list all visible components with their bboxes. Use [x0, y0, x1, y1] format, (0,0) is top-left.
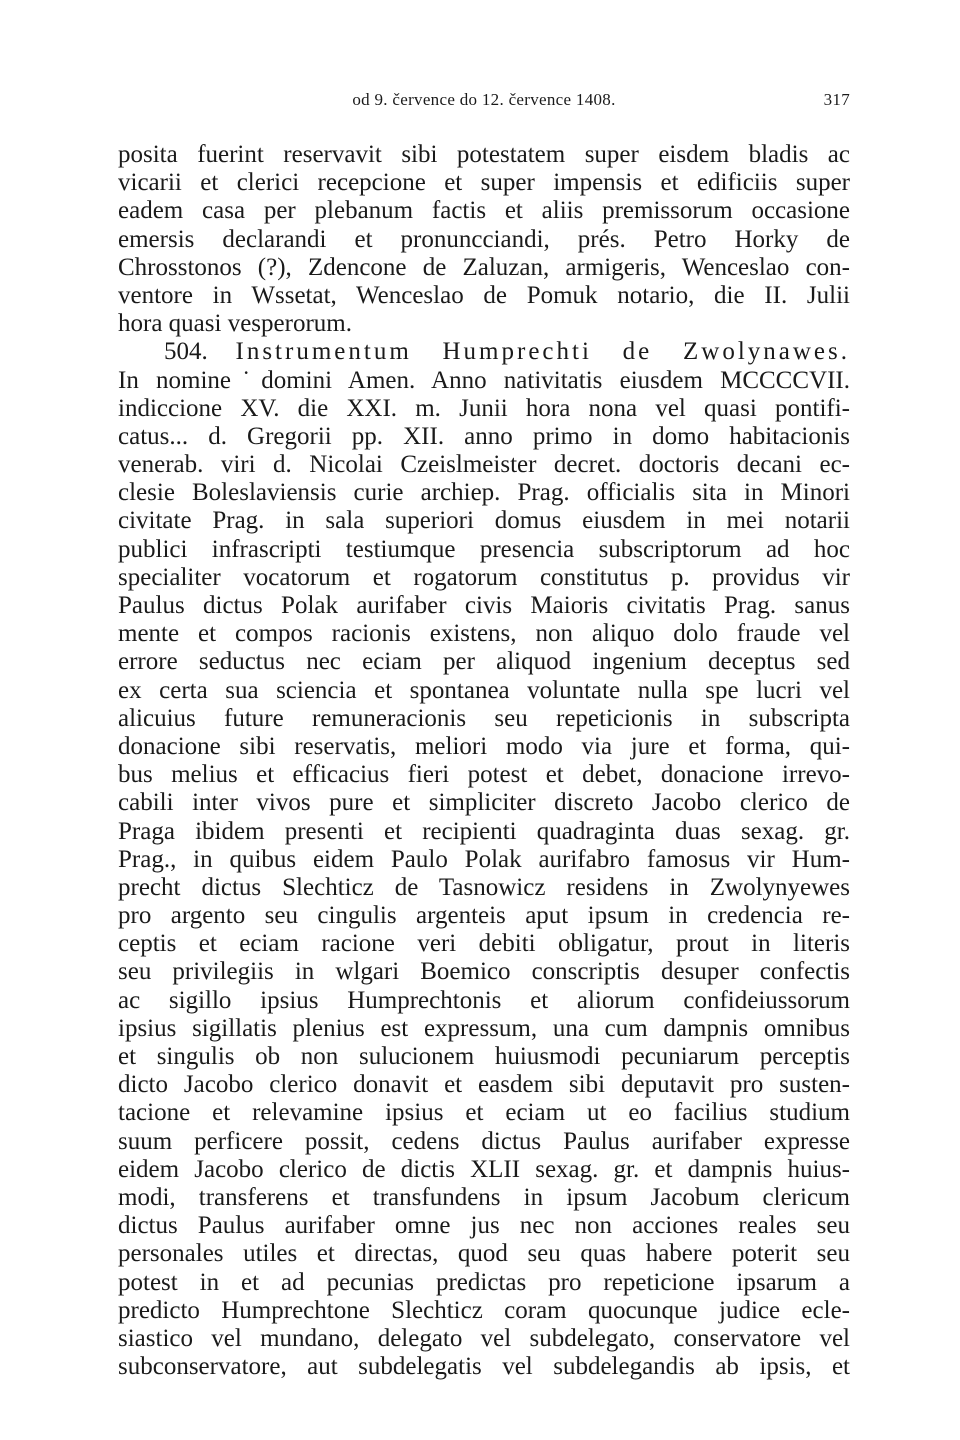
text-line: tacione et relevamine ipsius et eciam ut eo facilius studium: [118, 1099, 850, 1127]
text-line: pro argento seu cingulis argenteis aput ipsum in credencia re-: [118, 902, 850, 930]
text-line: seu privilegiis in wlgari Boemico conscriptis desuper confectis: [118, 958, 850, 986]
entry-number: 504.: [164, 338, 208, 366]
page-number: 317: [823, 90, 850, 109]
text-line: ventore in Wssetat, Wenceslao de Pomuk notario, die II. Julii: [118, 281, 850, 309]
text-line: clesie Boleslaviensis curie archiep. Prag. officialis sita in Minori: [118, 479, 850, 507]
text-line: mente et compos racionis existens, non aliquo dolo fraude vel: [118, 620, 850, 648]
text-line: Prag., in quibus eidem Paulo Polak aurifabro famosus vir Hum-: [118, 845, 850, 873]
text-line: predicto Humprechtone Slechticz coram quocunque judice ecle-: [118, 1296, 850, 1324]
text-line: Paulus dictus Polak aurifaber civis Maioris civitatis Prag. sanus: [118, 592, 850, 619]
text-line: emersis declarandi et pronuncciandi, prés. Petro Horky de: [118, 225, 850, 253]
text-line: modi, transferens et transfundens in ipsum Jacobum clericum: [118, 1183, 850, 1211]
text-line: In nomine˙domini Amen. Anno nativitatis eiusdem MCCCCVII.: [118, 366, 850, 394]
text-line: publici infrascripti testiumque presencia subscriptorum ad hoc: [118, 535, 850, 563]
text-line: subconservatore, aut subdelegatis vel subdelegandis ab ipsis, et: [118, 1353, 850, 1381]
text-line: alicuius future remuneracionis seu repeticionis in subscripta: [118, 704, 850, 732]
running-title: od 9. července do 12. července 1408.: [352, 90, 616, 109]
entry-heading-line: [118, 338, 850, 366]
text-line: ipsius sigillatis plenius est expressum, una cum dampnis omnibus: [118, 1014, 850, 1042]
text-line: hora quasi vesperorum.: [118, 310, 352, 338]
text-line: dictus Paulus aurifaber omne jus nec non acciones reales seu: [118, 1212, 850, 1240]
text-line: errore seductus nec eciam per aliquod ingenium deceptus sed: [118, 648, 850, 676]
text-line: Praga ibidem presenti et recipienti quadraginta duas sexag. gr.: [118, 817, 850, 845]
text-line: precht dictus Slechticz de Tasnowicz residens in Zwolynyewes: [118, 873, 850, 901]
text-line: civitate Prag. in sala superiori domus eiusdem in mei notarii: [118, 507, 850, 535]
text-line: et singulis ob non sulucionem huiusmodi pecuniarum perceptis: [118, 1043, 850, 1070]
text-line: Chrosstonos (?), Zdencone de Zaluzan, armigeris, Wenceslao con-: [118, 253, 850, 281]
text-line: dicto Jacobo clerico donavit et easdem sibi deputavit pro susten-: [118, 1071, 850, 1099]
body-text: [118, 141, 850, 1381]
text-line: eadem casa per plebanum factis et aliis premissorum occasione: [118, 197, 850, 225]
text-line: bus melius et efficacius fieri potest et debet, donacione irrevo-: [118, 761, 850, 789]
text-line: posita fuerint reservavit sibi potestatem super eisdem bladis ac: [118, 141, 850, 168]
text-line: siastico vel mundano, delegato vel subdelegato, conservatore vel: [118, 1324, 850, 1352]
text-line: catus... d. Gregorii pp. XII. anno primo in domo habitacionis: [118, 422, 850, 450]
text-line: cabili inter vivos pure et simpliciter discreto Jacobo clerico de: [118, 789, 850, 817]
text-line: ex certa sua sciencia et spontanea voluntate nulla spe lucri vel: [118, 676, 850, 704]
running-head: [118, 88, 850, 112]
text-line: eidem Jacobo clerico de dictis XLII sexag. gr. et dampnis huius-: [118, 1155, 850, 1183]
text-line: vicarii et clerici recepcione et super impensis et edificiis super: [118, 169, 850, 197]
text-line: potest in et ad pecunias predictas pro repeticione ipsarum a: [118, 1268, 850, 1296]
text-line: ac sigillo ipsius Humprechtonis et aliorum confideiussorum: [118, 986, 850, 1014]
text-line: donacione sibi reservatis, meliori modo via jure et forma, qui-: [118, 732, 850, 760]
text-line: specialiter vocatorum et rogatorum constitutus p. providus vir: [118, 563, 850, 591]
text-line: indiccione XV. die XXI. m. Junii hora nona vel quasi pontifi-: [118, 394, 850, 422]
text-line: personales utiles et directas, quod seu quas habere poterit seu: [118, 1240, 850, 1268]
entry-heading: Instrumentum Humprechti de Zwolynawes.: [235, 338, 850, 366]
text-line: ceptis et eciam racione veri debiti obligatur, prout in literis: [118, 930, 850, 958]
text-line: venerab. viri d. Nicolai Czeislmeister decret. doctoris decani ec-: [118, 451, 850, 479]
text-line: suum perficere possit, cedens dictus Paulus aurifaber expresse: [118, 1127, 850, 1155]
